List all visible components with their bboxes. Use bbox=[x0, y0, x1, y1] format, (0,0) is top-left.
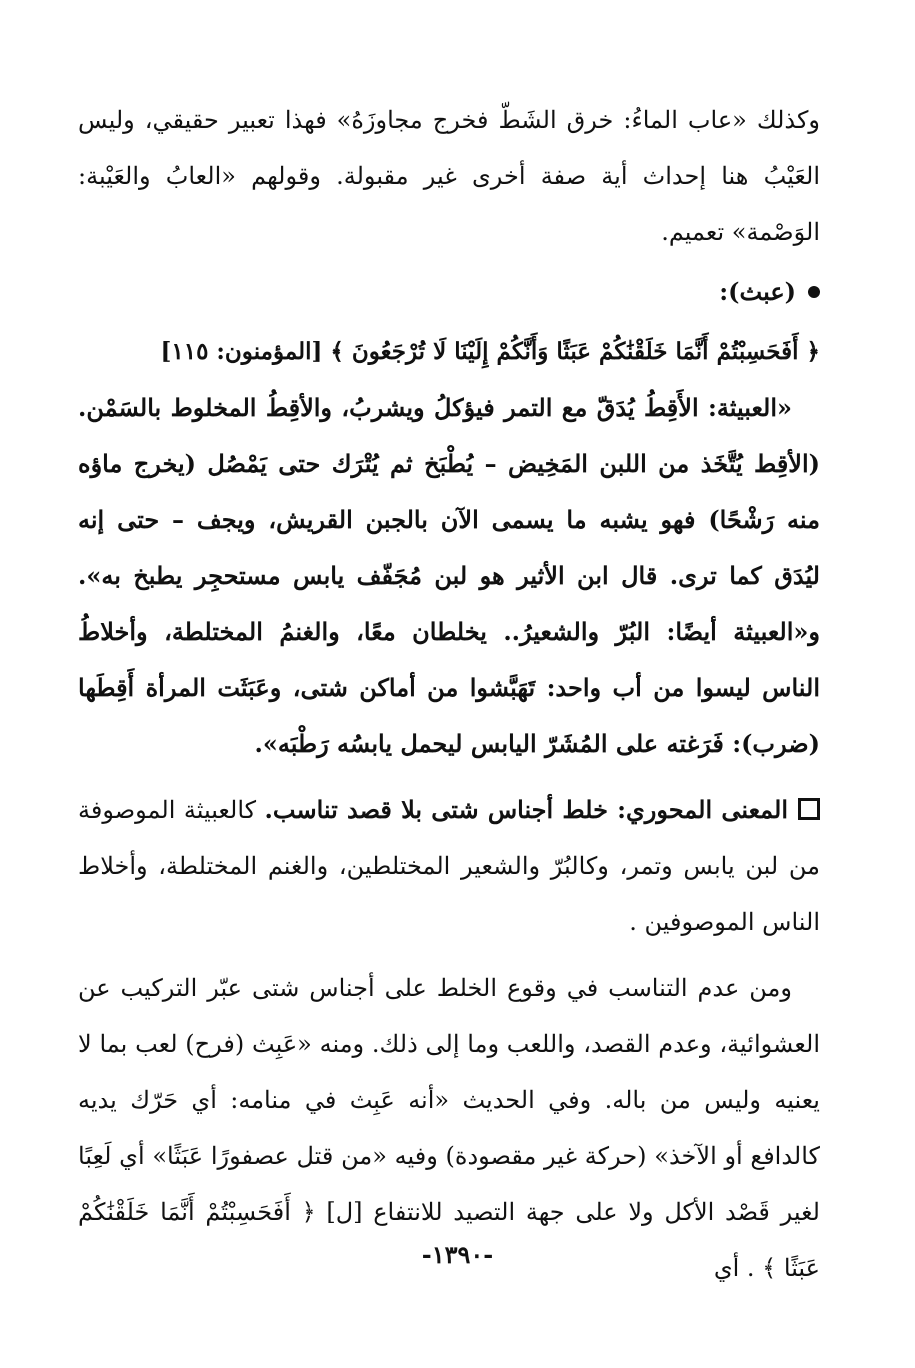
paragraph-randomness: ومن عدم التناسب في وقوع الخلط على أجناس شتى عبّر التركيب عن العشوائية، وعدم القصد، واللعب وما إلى ذلك. ومنه «عَبِث (فرح) لعب بما لا يعنيه وليس من باله. وفي الحديث «أنه عَبِث في منامه: أي حَرّك يديه كالدافع أو الآخذ» (حركة غير مقصودة) وفيه «من قتل عصفورًا عَبَثًا» أي لَعِبًا لغير قَصْد الأكل ولا على جهة التصيد للانتفاع [ل] ﴿ أَفَحَسِبْتُمْ أَنَّمَا خَلَقْنَٰكُمْ عَبَثًا ﴾ . أي bbox=[78, 974, 820, 1282]
page-number: -١٣٩٠- bbox=[421, 1240, 494, 1269]
core-meaning-paragraph bbox=[78, 782, 820, 950]
core-meaning-text: كالعبيثة الموصوفة من لبن يابس وتمر، وكالبُرّ والشعير المختلطين، والغنم المختلطة، وأخلاط الناس الموصوفين . bbox=[78, 796, 820, 936]
core-meaning-label: المعنى المحوري: خلط أجناس شتى بلا قصد تناسب. bbox=[264, 795, 788, 824]
dictionary-quote: «العبيثة: الأَقِطُ يُدَقّ مع التمر فيؤكلُ ويشربُ، والأقِطُ المخلوط بالسَمْن. (الأقِط يُتَّخَذ من اللبن المَخِيض – يُطْبَخ ثم يُتْرَك حتى يَمْصُل (يخرج ماؤه منه رَشْحًا) فهو يشبه ما يسمى الآن بالجبن القريش، ويجف – حتى إنه ليُدَق كما ترى. قال ابن الأثير هو لبن مُجَفّف يابس مستحجِر يطبخ به». و«العبيثة أيضًا: البُرّ والشعيرُ.. يخلطان معًا، والغنمُ المختلطة، وأخلاطُ الناس ليسوا من أب واحد: تَهَبَّشوا من أماكن شتى، وعَبَثَت المرأة أَقِطَها (ضرب): فَرَغته على المُشَرّ اليابس ليحمل يابسُه رَطْبَه». bbox=[78, 393, 820, 758]
page-body bbox=[78, 92, 820, 1296]
entry-heading-text: (عبث): bbox=[719, 277, 796, 306]
paragraph-aab: وكذلك «عاب الماءُ: خرق الشَطّ فخرج مجاوزَهُ» فهذا تعبير حقيقي، وليس العَيْبُ هنا إحداث أية صفة أخرى غير مقبولة. وقولهم «العابُ والعَيْبة: الوَصْمة» تعميم. bbox=[78, 106, 820, 246]
entry-heading bbox=[78, 264, 820, 320]
square-marker-icon bbox=[798, 798, 820, 820]
quran-verse: ﴿ أَفَحَسِبْتُمْ أَنَّمَا خَلَقْنَٰكُمْ عَبَثًا وَأَنَّكُمْ إِلَيْنَا لَا تُرْجَعُونَ ﴾ [المؤمنون: ١١٥] bbox=[160, 338, 820, 365]
bullet-icon bbox=[808, 286, 820, 298]
